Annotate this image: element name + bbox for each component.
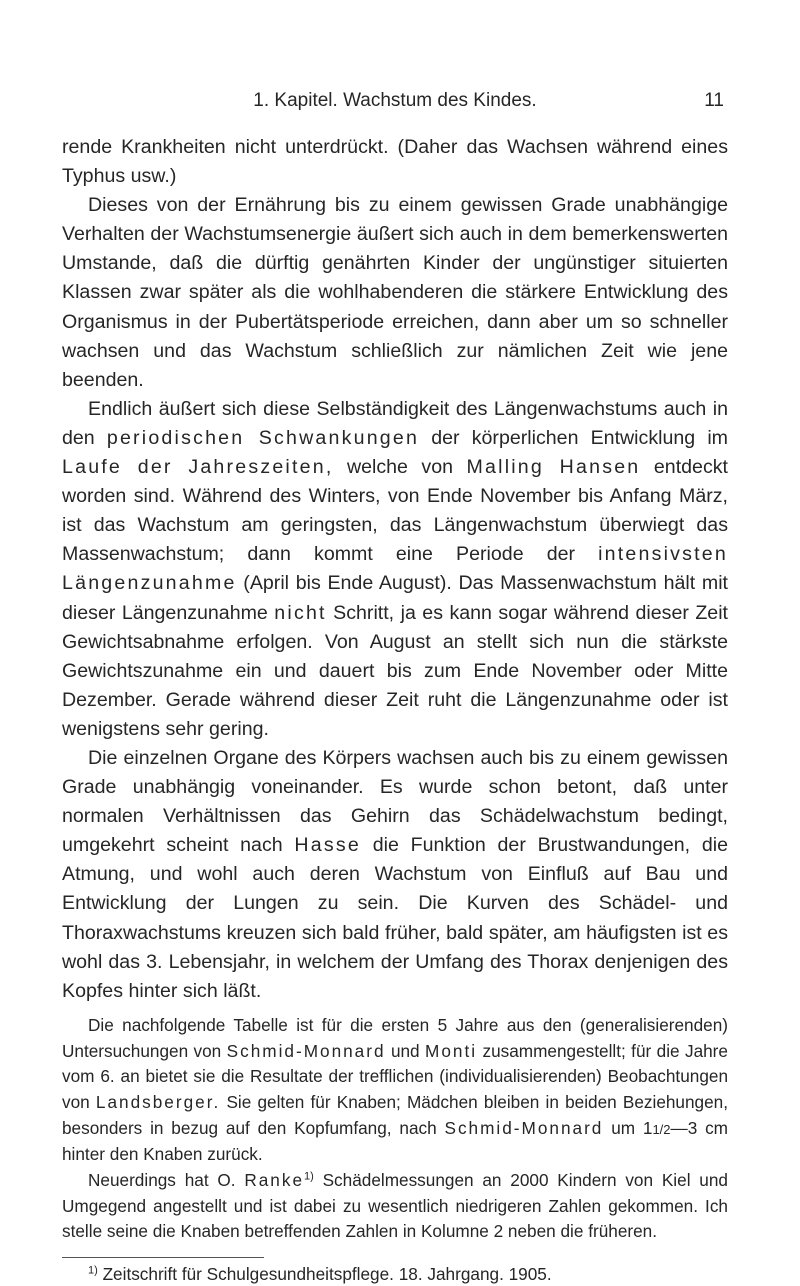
footnote-text: Zeitschrift für Schulgesundheitspflege. 18. Jahrgang. 1905. [102, 1264, 552, 1285]
emphasis: intensivsten Längenzunahme [62, 543, 728, 595]
paragraph-4: Die einzelnen Organe des Körpers wachsen auch bis zu einem gewissen Grade unabhängig voneinander. Es wurde schon betont, daß unter normalen Verhältnissen das Gehirn das Schädelwachstum bedingt, umgekehrt scheint nach Hasse die Funktion der Brustwandungen, die Atmung, und wohl auch deren Wachstum von Einfluß auf Bau und Entwicklung der Lungen zu sein. Die Kurven des Schädel- und Thoraxwachstums kreuzen sich bald früher, bald später, am häufigsten ist es wohl das 3. Lebensjahr, in welchem der Umfang des Thorax denjenigen des Kopfes hinter sich läßt. [62, 746, 729, 1002]
author-name: Schmid-Monnard [226, 1040, 386, 1061]
author-name: Malling Hansen [466, 456, 641, 479]
paragraph-2: Dieses von der Ernährung bis zu einem gewissen Grade unabhängige Verhalten der Wachstumsenergie äußert sich auch in dem bemerkenswerten Umstande, daß die dürftig genährten Kinder der ungünstiger situierten Klassen zwar später als die wohlhabenderen die stärkere Entwicklung des Organismus in der Pubertätsperiode erreichen, dann aber um so schneller wachsen und das Wachstum schließlich zur nämlichen Zeit wie jene beenden. [62, 194, 728, 391]
body-text [62, 133, 728, 1006]
page-number: 11 [704, 90, 724, 111]
fraction: 1/2 [652, 1121, 671, 1137]
footnote [62, 1262, 728, 1286]
author-name: Schmid-Monnard [444, 1117, 604, 1138]
author-name: Hasse [294, 834, 361, 857]
paragraph-3: Endlich äußert sich diese Selbständigkeit des Längenwachstums auch in den periodischen Schwankungen der körperlichen Entwicklung im Laufe der Jahreszeiten, welche von Malling Hansen entdeckt worden sind. Während des Winters, von Ende November bis Anfang März, ist das Wachstum am geringsten, das Längenwachstum überwiegt das Massenwachstum; dann kommt eine Periode der intensivsten Längenzunahme (April bis Ende August). Das Massenwachstum hält mit dieser Längenzunahme nicht Schritt, ja es kann sogar während dieser Zeit Gewichtsabnahme erfolgen. Von August an stellt sich nun die stärkste Gewichtszunahme ein und dauert bis zum Ende November oder Mitte Dezember. Gerade während dieser Zeit ruht die Längenzunahme oder ist wenigstens sehr gering. [62, 397, 729, 740]
footnote-divider [62, 1257, 264, 1258]
small-paragraph-2: Neuerdings hat O. Ranke$^{1)}$ Schädelmessungen an 2000 Kindern von Kiel und Umgegend angestellt und ist dabei zu wesentlich niedrigeren Zahlen gekommen. Ich stelle seine die Knaben betreffenden Zahlen in Kolumne 2 neben die früheren. [62, 1170, 728, 1242]
paragraph-1: rende Krankheiten nicht unterdrückt. (Daher das Wachsen während eines Typhus usw.) [62, 136, 728, 188]
chapter-title: 1. Kapitel. Wachstum des Kindes. [253, 90, 537, 111]
emphasis: Laufe der Jahreszeiten, [62, 456, 334, 479]
emphasis: nicht [274, 601, 327, 624]
author-name: Landsberger. [95, 1091, 221, 1112]
small-print-section [62, 1013, 728, 1245]
author-name: Monti [425, 1040, 478, 1061]
author-name: Ranke [244, 1170, 305, 1191]
small-paragraph-1: Die nachfolgende Tabelle ist für die ersten 5 Jahre aus den (generalisierenden) Untersuchungen von Schmid-Monnard und Monti zusammengestellt; für die Jahre vom 6. an bietet sie die Resultate der trefflichen (individualisierenden) Beobachtungen von Landsberger. Sie gelten für Knaben; Mädchen bleiben in beiden Beziehungen, besonders in bezug auf den Kopfumfang, nach Schmid-Monnard um 11/2—3 cm hinter den Knaben zurück. [62, 1014, 729, 1165]
running-head [62, 88, 728, 114]
book-page [62, 88, 728, 1286]
footnote-reference[interactable]: 1) [304, 1170, 314, 1183]
emphasis: periodischen Schwankungen [106, 426, 420, 449]
footnote-marker: 1) [88, 1264, 98, 1277]
